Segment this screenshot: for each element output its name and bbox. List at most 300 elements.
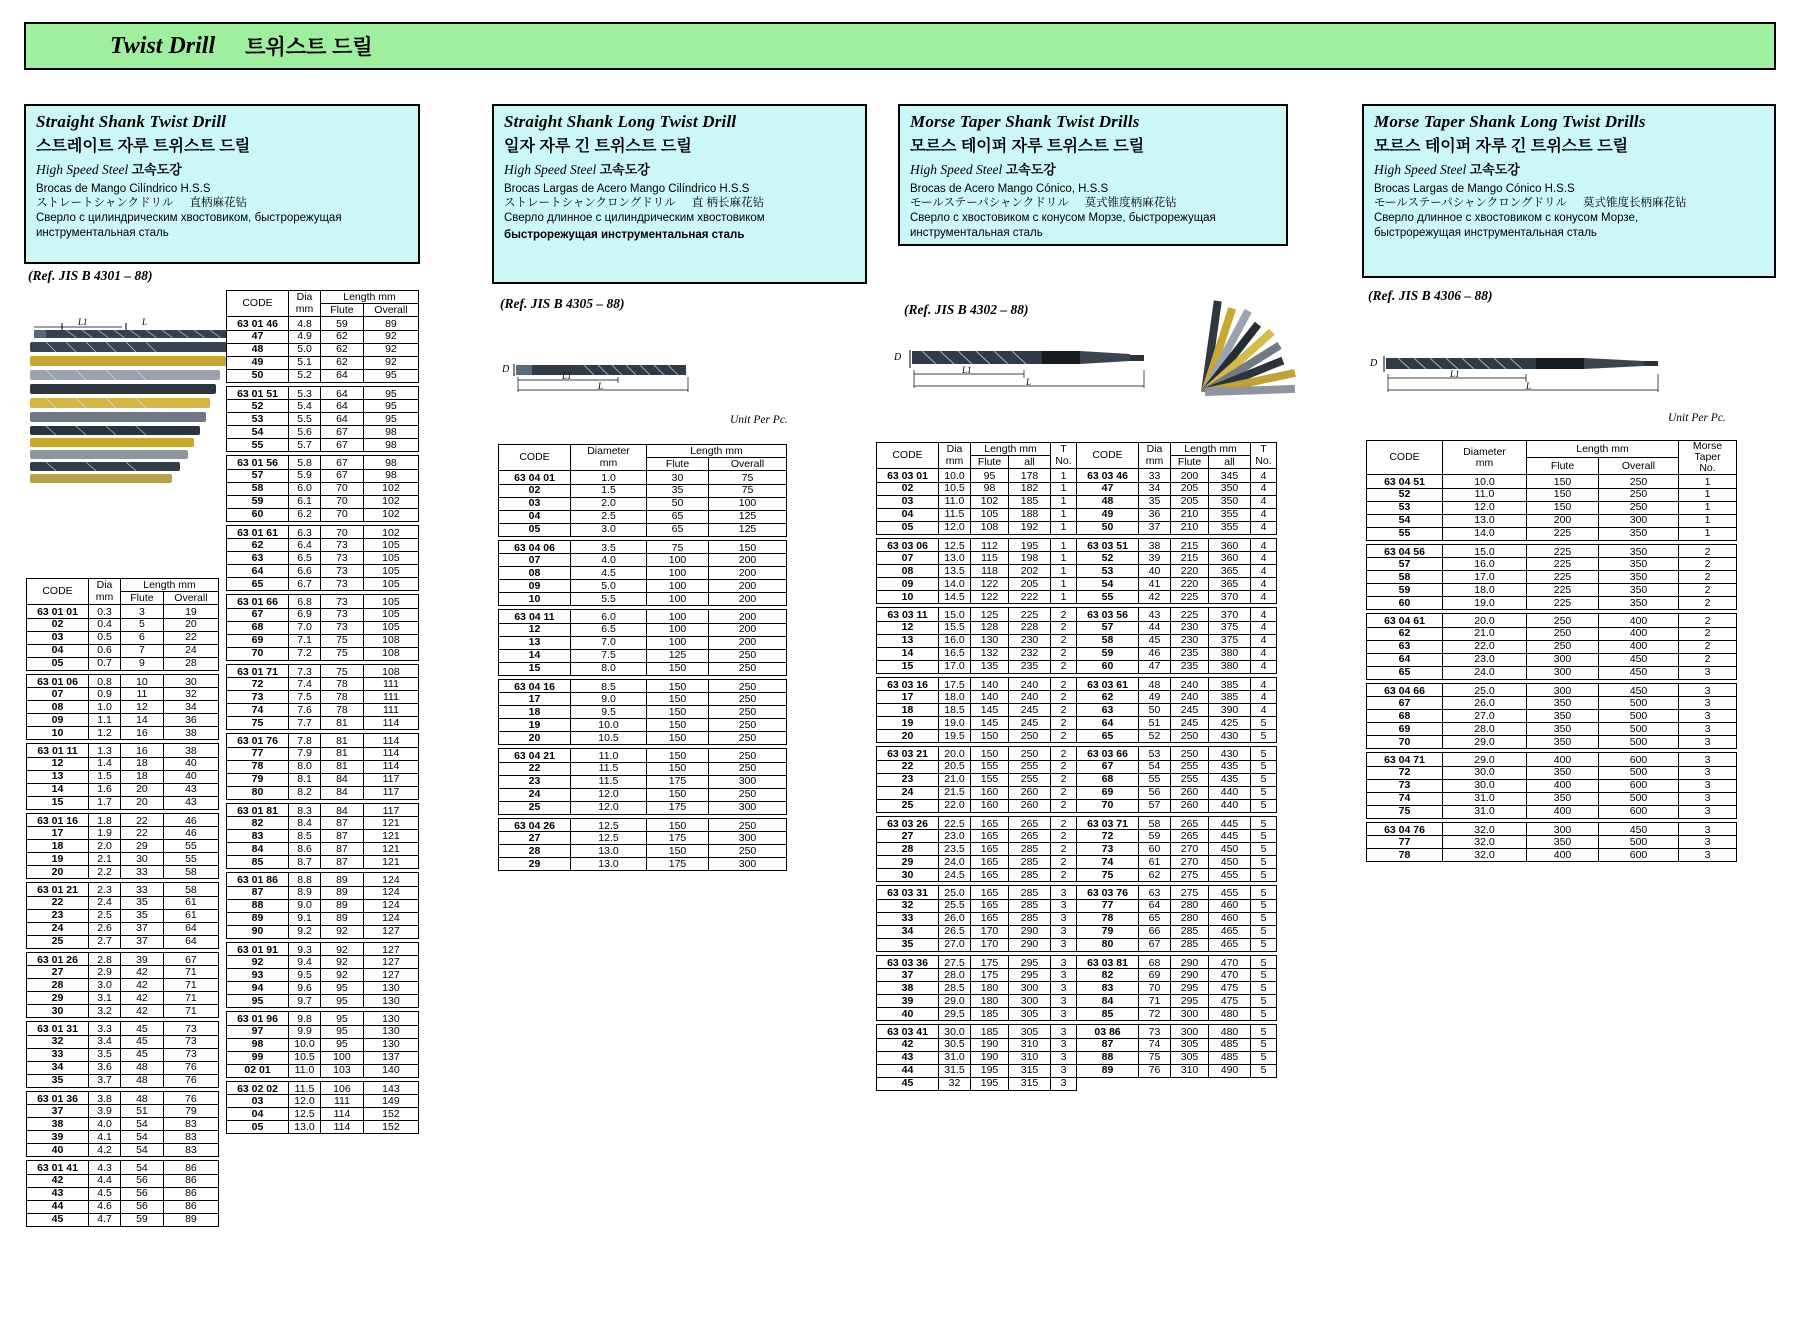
cell-value: 265 [1171,830,1209,843]
cell-code: 63 01 66 [227,595,289,609]
cell-value: 445 [1209,816,1251,830]
table-row [877,760,1077,773]
section3-title-en: Morse Taper Shank Twist Drills [910,112,1140,131]
th-code: CODE [1367,441,1443,475]
cell-code: 49 [227,356,289,369]
cell-code: 63 01 11 [27,744,89,758]
table-row [877,982,1077,995]
cell-value: 47 [1139,660,1171,673]
cell-value: 128 [971,621,1009,634]
table-row [877,786,1077,799]
cell-value: 7.7 [289,717,321,730]
cell-value: 250 [709,749,787,763]
table-row [1367,627,1737,640]
cell-value: 2.8 [89,952,121,966]
cell-code: 03 [499,497,571,510]
cell-code: 15 [27,796,89,809]
cell-value: 105 [363,608,418,621]
cell-code: 80 [227,786,289,799]
cell-value: 76 [163,1061,218,1074]
cell-value: 30.5 [939,1038,971,1051]
table-row [499,567,787,580]
cell-value: 103 [321,1064,364,1077]
section3-spanish: Brocas de Acero Mango Cónico, H.S.S [910,183,1109,195]
cell-value: 102 [363,508,418,521]
cell-value: 190 [971,1038,1009,1051]
cell-value: 37 [121,922,164,935]
cell-value: 105 [363,621,418,634]
table-row [877,1038,1077,1051]
cell-value: 50 [647,497,709,510]
cell-value: 200 [709,580,787,593]
cell-code: 63 03 56 [1077,608,1139,622]
table-row [27,883,219,897]
cell-value: 13.0 [289,1121,321,1134]
svg-text:L1: L1 [78,317,88,327]
cell-value: 5.0 [289,343,321,356]
cell-value: 265 [1009,830,1051,843]
cell-value: 0.6 [89,644,121,657]
table-row [227,369,419,382]
cell-value: 6.7 [289,578,321,591]
cell-value: 4.8 [289,317,321,331]
cell-value: 8.2 [289,786,321,799]
cell-value: 102 [971,495,1009,508]
cell-value: 165 [971,816,1009,830]
cell-code: 24 [877,786,939,799]
cell-value: 79 [163,1105,218,1118]
cell-value: 5 [1251,1051,1277,1064]
table-row [499,788,787,801]
cell-value: 250 [1527,640,1599,653]
cell-value: 13.0 [571,858,647,871]
cell-value: 27.0 [939,938,971,951]
cell-code: 59 [1077,647,1139,660]
cell-value: 1 [1679,514,1737,527]
table-row [227,969,419,982]
table-row [1077,508,1277,521]
table-row [499,593,787,606]
cell-value: 490 [1209,1064,1251,1077]
table-row [27,966,219,979]
cell-value: 39 [1139,552,1171,565]
cell-value: 46 [163,813,218,827]
cell-code: 22 [877,760,939,773]
cell-value: 2 [1679,653,1737,666]
cell-code: 29 [499,858,571,871]
cell-value: 195 [971,1064,1009,1077]
cell-value: 65 [647,510,709,523]
cell-code: 63 03 31 [877,886,939,900]
cell-value: 5 [1251,773,1277,786]
cell-value: 5 [121,618,164,631]
cell-value: 275 [1171,869,1209,882]
cell-value: 114 [363,747,418,760]
cell-value: 225 [1527,571,1599,584]
table-row [27,1131,219,1144]
cell-code: 63 01 71 [227,664,289,678]
cell-value: 3 [1051,969,1077,982]
cell-value: 112 [971,538,1009,552]
cell-value: 42 [1139,591,1171,604]
cell-code: 08 [27,701,89,714]
cell-value: 140 [971,691,1009,704]
cell-code: 17 [27,827,89,840]
cell-value: 1.3 [89,744,121,758]
table-row [1077,799,1277,812]
cell-value: 165 [971,886,1009,900]
drill-diagram-straight-shank-long [498,350,718,400]
cell-code: 55 [1367,527,1443,540]
table-row [877,799,1077,812]
cell-value: 500 [1599,710,1679,723]
table-row [27,1105,219,1118]
cell-code: 27 [499,832,571,845]
cell-code: 63 01 36 [27,1091,89,1105]
section4-jp-cn [1374,196,1766,211]
cell-value: 4.1 [89,1131,121,1144]
cell-value: 2 [1051,691,1077,704]
cell-value: 1.7 [89,796,121,809]
section2-russian: Сверло длинное с цилиндрическим хвостовиком [504,212,765,225]
cell-value: 130 [363,1038,418,1051]
cell-code: 24 [27,922,89,935]
cell-value: 210 [1171,508,1209,521]
section1-hss-kr: 고속도강 [131,162,182,177]
cell-value: 117 [363,773,418,786]
cell-value: 310 [1009,1051,1051,1064]
cell-value: 5 [1251,786,1277,799]
table-row [27,1022,219,1036]
cell-value: 250 [709,845,787,858]
cell-code: 19 [877,717,939,730]
section4-hss-en: High Speed Steel [1374,162,1467,177]
cell-value: 310 [1171,1064,1209,1077]
table-row [499,679,787,693]
cell-value: 400 [1599,640,1679,653]
cell-value: 30 [163,674,218,688]
cell-value: 62 [1139,869,1171,882]
table-row [1367,640,1737,653]
cell-value: 4 [1251,565,1277,578]
table-row [227,995,419,1008]
cell-value: 285 [1009,856,1051,869]
cell-value: 4 [1251,482,1277,495]
cell-value: 285 [1009,886,1051,900]
cell-value: 2.7 [89,935,121,948]
cell-value: 111 [363,691,418,704]
cell-value: 3.0 [89,979,121,992]
cell-value: 26.5 [939,925,971,938]
cell-value: 102 [363,525,418,539]
table-row [1367,544,1737,558]
cell-value: 16 [121,744,164,758]
cell-value: 67 [321,456,364,470]
cell-value: 225 [1527,544,1599,558]
svg-text:D: D [1370,358,1378,369]
cell-value: 3 [1051,995,1077,1008]
cell-value: 455 [1209,869,1251,882]
cell-code: 35 [27,1074,89,1087]
table-row [1077,786,1277,799]
table-row [1077,856,1277,869]
table-row [227,539,419,552]
th-overall: Overall [1599,458,1679,475]
cell-value: 124 [363,912,418,925]
th-morse-taper-no: Morse Taper No. [1679,441,1737,475]
cell-value: 71 [163,979,218,992]
cell-value: 2 [1679,640,1737,653]
cell-value: 40 [163,757,218,770]
cell-value: 36 [163,714,218,727]
cell-value: 14.5 [939,591,971,604]
cell-value: 55 [1139,773,1171,786]
cell-value: 56 [121,1174,164,1187]
table-row [227,856,419,869]
cell-value: 53 [1139,747,1171,761]
cell-value: 65 [1139,912,1171,925]
cell-value: 42 [121,1005,164,1018]
cell-value: 32.0 [1443,822,1527,836]
cell-code: 08 [499,567,571,580]
cell-value: 26.0 [1443,697,1527,710]
cell-value: 150 [647,749,709,763]
cell-value: 67 [321,426,364,439]
cell-value: 3 [1679,710,1737,723]
cell-value: 300 [1527,683,1599,697]
cell-code: 48 [227,343,289,356]
section4-title-en: Morse Taper Shank Long Twist Drills [1374,112,1646,131]
cell-value: 295 [1009,969,1051,982]
table-row [877,591,1077,604]
table-row [27,979,219,992]
cell-code: 63 04 71 [1367,753,1443,767]
cell-code: 33 [27,1048,89,1061]
cell-value: 2 [1051,704,1077,717]
cell-value: 51 [1139,717,1171,730]
table-row [227,1012,419,1026]
cell-value: 145 [971,704,1009,717]
cell-value: 295 [1171,995,1209,1008]
cell-value: 3 [1051,912,1077,925]
section-header-straight-shank [24,104,420,264]
cell-value: 100 [647,580,709,593]
table-row [877,621,1077,634]
cell-code: 28 [877,843,939,856]
cell-code: 63 03 21 [877,747,939,761]
table-row [1077,938,1277,951]
table-row [877,912,1077,925]
cell-value: 480 [1209,1008,1251,1021]
cell-value: 2 [1051,747,1077,761]
cell-value: 500 [1599,723,1679,736]
cell-value: 83 [163,1131,218,1144]
cell-value: 182 [1009,482,1051,495]
cell-value: 260 [1171,799,1209,812]
table-row [877,1025,1077,1039]
cell-value: 170 [971,938,1009,951]
cell-code: 04 [227,1108,289,1121]
cell-code: 29 [877,856,939,869]
cell-code: 12 [27,757,89,770]
cell-value: 127 [363,925,418,938]
cell-code: 57 [1367,558,1443,571]
svg-text:L: L [142,317,148,327]
cell-value: 150 [647,788,709,801]
cell-value: 355 [1209,521,1251,534]
cell-value: 92 [321,925,364,938]
cell-value: 64 [321,369,364,382]
cell-value: 75 [647,540,709,554]
cell-value: 230 [1171,621,1209,634]
th-flute: Flute [121,592,164,605]
cell-value: 250 [1599,488,1679,501]
cell-value: 108 [971,521,1009,534]
cell-value: 64 [321,386,364,400]
cell-value: 25.0 [1443,683,1527,697]
cell-code: 97 [227,1025,289,1038]
cell-value: 122 [971,578,1009,591]
cell-code: 64 [1367,653,1443,666]
cell-value: 1 [1679,475,1737,489]
cell-value: 300 [1009,982,1051,995]
cell-value: 21.0 [1443,627,1527,640]
cell-value: 460 [1209,899,1251,912]
cell-value: 225 [1171,591,1209,604]
cell-value: 45 [121,1035,164,1048]
cell-code: 82 [1077,969,1139,982]
cell-code: 60 [1077,660,1139,673]
cell-code: 02 [499,484,571,497]
cell-value: 9.6 [289,982,321,995]
cell-value: 35 [121,896,164,909]
cell-value: 4.5 [571,567,647,580]
cell-value: 8.8 [289,873,321,887]
cell-value: 2 [1051,869,1077,882]
cell-value: 10.0 [289,1038,321,1051]
table-row [499,484,787,497]
cell-value: 124 [363,899,418,912]
cell-code: 65 [227,578,289,591]
cell-code: 63 03 16 [877,677,939,691]
cell-value: 118 [971,565,1009,578]
cell-value: 2 [1051,634,1077,647]
cell-value: 180 [971,995,1009,1008]
cell-code: 63 [1077,704,1139,717]
cell-code: 27 [877,830,939,843]
table-row [877,995,1077,1008]
table-row [877,747,1077,761]
table-row [227,1081,419,1095]
table-row [877,578,1077,591]
cell-code: 63 03 36 [877,955,939,969]
cell-value: 44 [1139,621,1171,634]
cell-value: 64 [1139,899,1171,912]
table-row [227,830,419,843]
cell-value: 73 [163,1048,218,1061]
cell-value: 350 [1599,571,1679,584]
th-taper-no: T No. [1051,443,1077,469]
cell-value: 48 [121,1074,164,1087]
cell-value: 18.0 [939,691,971,704]
cell-value: 5.5 [571,593,647,606]
cell-value: 3 [1051,938,1077,951]
th-overall: Overall [709,458,787,471]
cell-value: 300 [1527,653,1599,666]
cell-value: 28.5 [939,982,971,995]
cell-value: 67 [321,439,364,452]
cell-value: 12.5 [289,1108,321,1121]
cell-code: 22 [499,762,571,775]
cell-code: 28 [27,979,89,992]
cell-code: 63 03 61 [1077,677,1139,691]
cell-code: 10 [877,591,939,604]
cell-value: 127 [363,942,418,956]
table-row [27,657,219,670]
cell-value: 127 [363,969,418,982]
cell-value: 400 [1527,805,1599,818]
table-row [1367,736,1737,749]
cell-code: 13 [27,770,89,783]
cell-value: 14.0 [1443,527,1527,540]
cell-value: 1 [1051,508,1077,521]
cell-value: 4.7 [89,1213,121,1226]
cell-value: 225 [1527,597,1599,610]
table-row [27,714,219,727]
cell-value: 67 [321,469,364,482]
cell-value: 450 [1599,666,1679,679]
table-row [1077,565,1277,578]
cell-value: 11.0 [939,495,971,508]
cell-value: 149 [363,1095,418,1108]
cell-value: 270 [1171,856,1209,869]
section3-hss-kr: 고속도강 [1005,162,1056,177]
cell-value: 7.6 [289,704,321,717]
cell-value: 23.5 [939,843,971,856]
cell-code: 77 [1367,836,1443,849]
th-length: Length mm [1527,441,1679,458]
cell-value: 11.0 [571,749,647,763]
table-straight-shank-long [498,444,787,871]
cell-value: 435 [1209,760,1251,773]
cell-value: 12 [121,701,164,714]
cell-value: 235 [1171,647,1209,660]
cell-value: 75 [1139,1051,1171,1064]
cell-value: 3.7 [89,1074,121,1087]
cell-value: 1 [1051,521,1077,534]
table-row [27,1174,219,1187]
cell-value: 5 [1251,1064,1277,1077]
cell-value: 2 [1051,647,1077,660]
cell-code: 63 01 81 [227,803,289,817]
th-flute: Flute [1527,458,1599,475]
cell-value: 430 [1209,747,1251,761]
cell-value: 290 [1171,955,1209,969]
cell-value: 185 [971,1008,1009,1021]
cell-value: 3 [1051,1038,1077,1051]
table-row [499,706,787,719]
cell-value: 4.3 [89,1161,121,1175]
cell-value: 11.0 [289,1064,321,1077]
cell-value: 70 [321,495,364,508]
cell-code: 70 [1077,799,1139,812]
cell-value: 22 [121,827,164,840]
table-row [877,816,1077,830]
table-row [1077,495,1277,508]
table-row [27,618,219,631]
cell-value: 56 [121,1187,164,1200]
cell-value: 14.0 [939,578,971,591]
